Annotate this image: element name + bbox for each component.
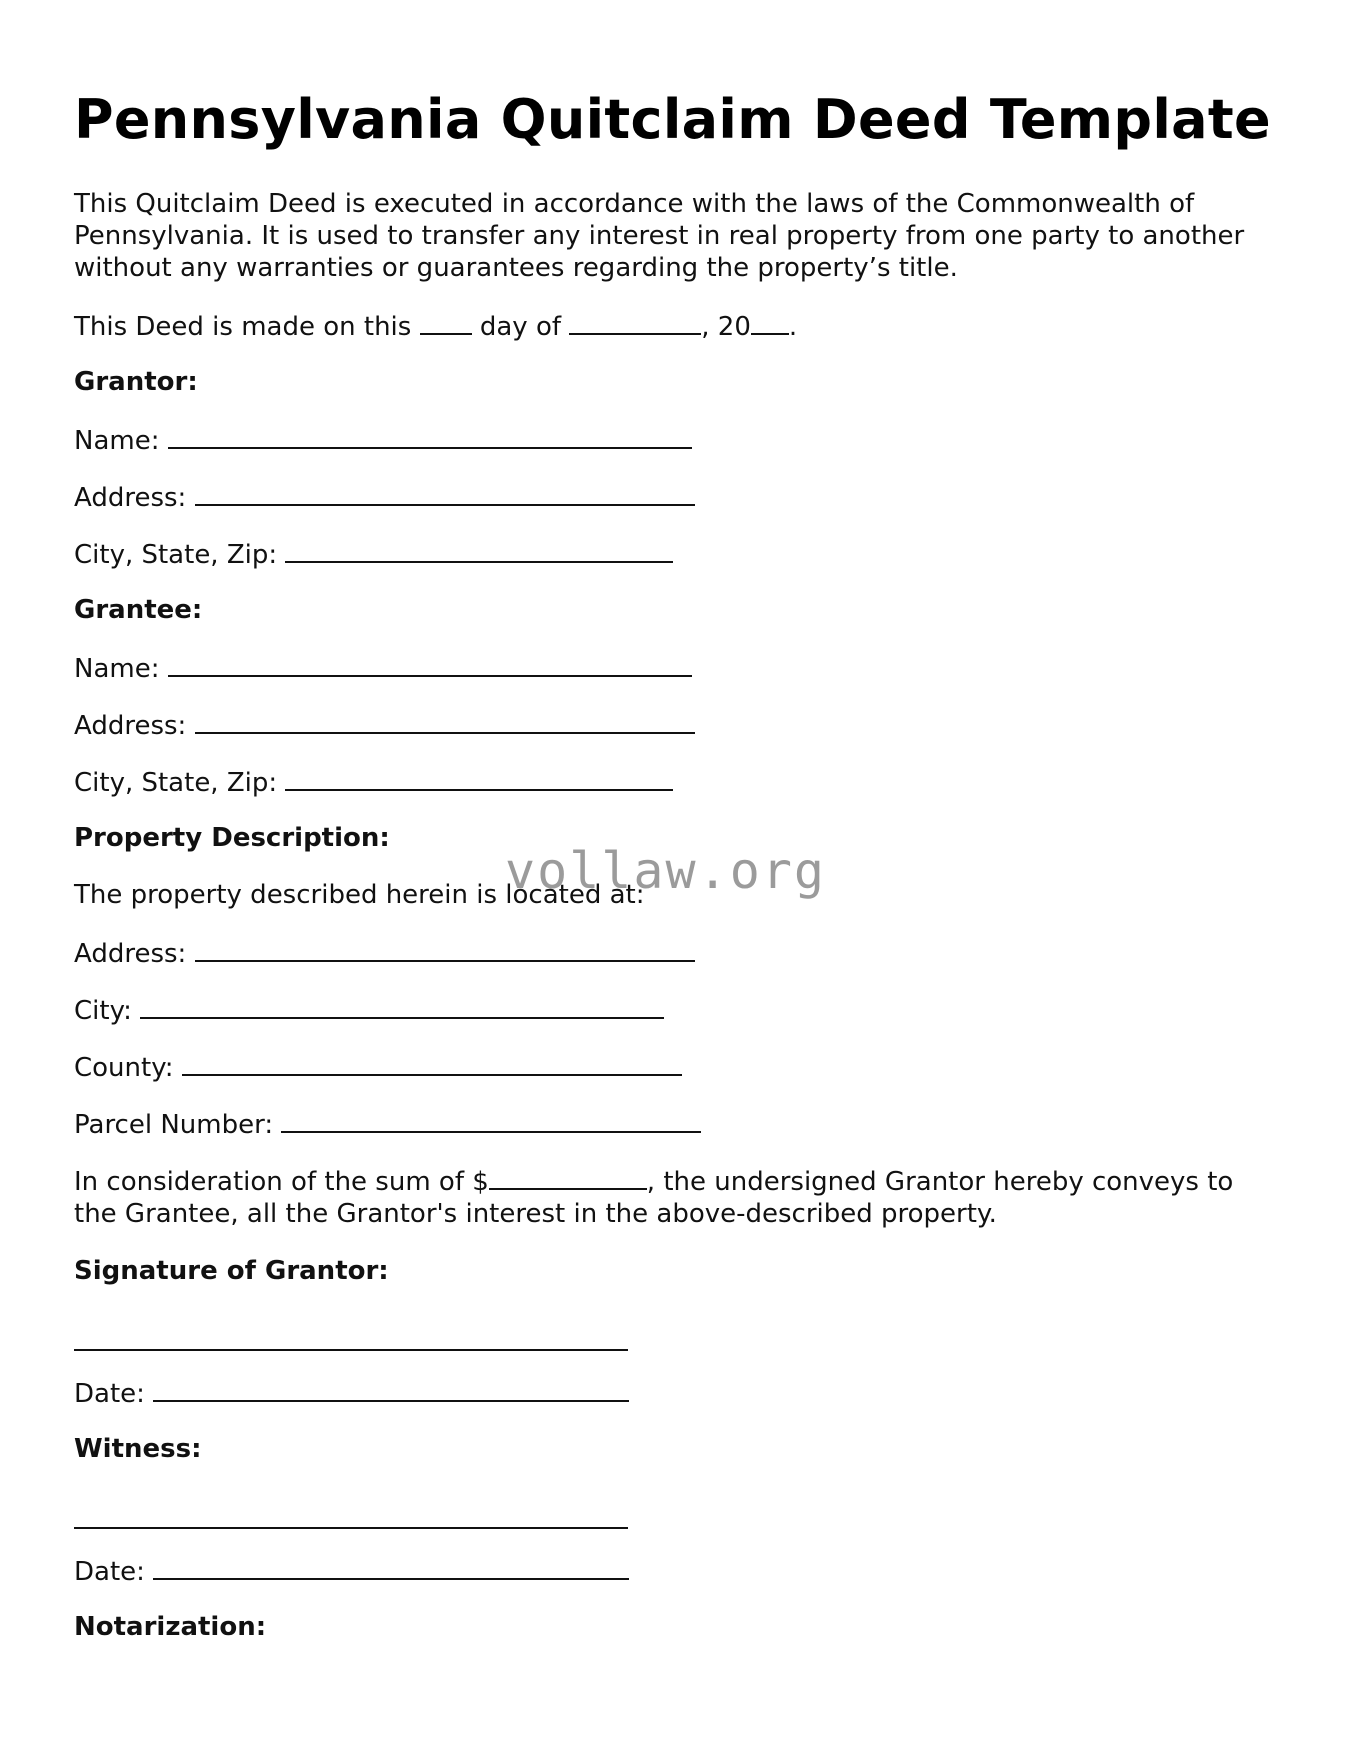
signature-date-row bbox=[74, 1376, 1274, 1408]
grantor-address-label: Address: bbox=[74, 483, 187, 513]
property-county-row bbox=[74, 1050, 1274, 1082]
property-address-label: Address: bbox=[74, 939, 187, 969]
property-heading: Property Description: bbox=[74, 823, 390, 853]
document-title: Pennsylvania Quitclaim Deed Template bbox=[74, 88, 1271, 151]
grantee-city-label: City, State, Zip: bbox=[74, 768, 278, 798]
property-city-label: City: bbox=[74, 996, 132, 1026]
grantee-city-row bbox=[74, 765, 1274, 797]
grantee-address-row bbox=[74, 708, 1274, 740]
property-address-field[interactable] bbox=[195, 936, 695, 962]
date-year-prefix: , 20 bbox=[701, 312, 751, 342]
grantor-city-row bbox=[74, 537, 1274, 569]
witness-signature-field[interactable] bbox=[74, 1497, 628, 1529]
year-field[interactable] bbox=[751, 309, 789, 335]
signature-date-field[interactable] bbox=[153, 1376, 629, 1402]
property-county-label: County: bbox=[74, 1053, 174, 1083]
date-day-of: day of bbox=[479, 312, 562, 342]
signature-date-label: Date: bbox=[74, 1379, 145, 1409]
grantor-city-label: City, State, Zip: bbox=[74, 540, 278, 570]
watermark: vollaw.org bbox=[505, 842, 827, 900]
day-field[interactable] bbox=[420, 309, 472, 335]
date-prefix: This Deed is made on this bbox=[74, 312, 412, 342]
grantee-name-field[interactable] bbox=[168, 651, 692, 677]
grantor-name-label: Name: bbox=[74, 426, 160, 456]
grantee-address-field[interactable] bbox=[195, 708, 695, 734]
grantor-name-row bbox=[74, 423, 1274, 455]
grantee-name-label: Name: bbox=[74, 654, 160, 684]
intro-paragraph: This Quitclaim Deed is executed in accordance with the laws of the Commonwealth of Pennsylvania. It is used to transfer any interest in real property from one party to another without any warranties or guarantees regarding the property’s title. bbox=[74, 189, 1245, 283]
grantor-signature-field[interactable] bbox=[74, 1319, 628, 1351]
consideration-amount-field[interactable] bbox=[489, 1164, 647, 1190]
grantor-heading: Grantor: bbox=[74, 367, 198, 397]
witness-date-row bbox=[74, 1554, 1274, 1586]
property-located-text: The property described herein is located at: bbox=[74, 880, 645, 910]
date-end: . bbox=[788, 312, 798, 342]
notarization-heading: Notarization: bbox=[74, 1612, 267, 1642]
property-address-row bbox=[74, 936, 1274, 968]
property-city-field[interactable] bbox=[140, 993, 664, 1019]
grantee-heading: Grantee: bbox=[74, 595, 203, 625]
consideration-suffix: , the undersigned Grantor hereby conveys to the Grantee, all the Grantor's interest in the above-described property. bbox=[74, 1167, 1234, 1229]
signature-heading: Signature of Grantor: bbox=[74, 1256, 389, 1286]
witness-date-label: Date: bbox=[74, 1557, 145, 1587]
deed-date-line bbox=[74, 309, 1274, 341]
month-field[interactable] bbox=[569, 309, 701, 335]
consideration-prefix: In consideration of the sum of $ bbox=[74, 1167, 489, 1197]
witness-heading: Witness: bbox=[74, 1434, 202, 1464]
grantee-city-field[interactable] bbox=[285, 765, 673, 791]
property-county-field[interactable] bbox=[182, 1050, 682, 1076]
grantor-address-field[interactable] bbox=[195, 480, 695, 506]
property-parcel-label: Parcel Number: bbox=[74, 1110, 274, 1140]
grantee-name-row bbox=[74, 651, 1274, 683]
property-parcel-field[interactable] bbox=[281, 1107, 701, 1133]
property-city-row bbox=[74, 993, 1274, 1025]
witness-date-field[interactable] bbox=[153, 1554, 629, 1580]
grantor-name-field[interactable] bbox=[168, 423, 692, 449]
consideration-paragraph bbox=[74, 1164, 1274, 1230]
grantor-city-field[interactable] bbox=[285, 537, 673, 563]
property-parcel-row bbox=[74, 1107, 1274, 1139]
grantee-address-label: Address: bbox=[74, 711, 187, 741]
grantor-address-row bbox=[74, 480, 1274, 512]
